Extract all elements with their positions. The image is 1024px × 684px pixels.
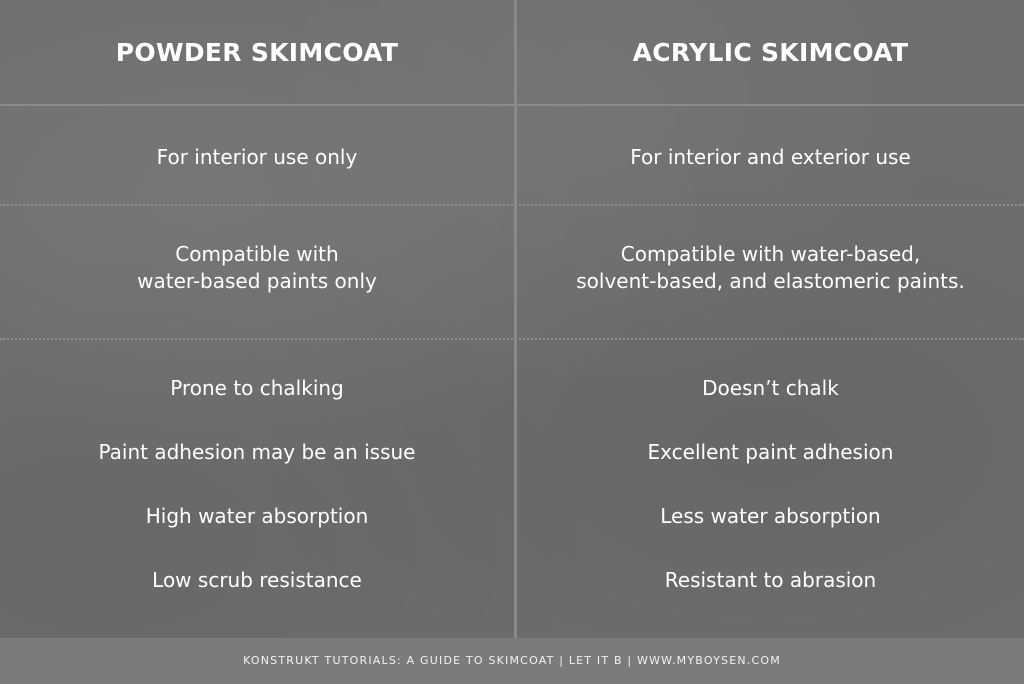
row2-right-line-2: solvent-based, and elastomeric paints. (576, 269, 965, 293)
list-item: Low scrub resistance (152, 568, 362, 592)
row2-left-line-2: water-based paints only (137, 269, 377, 293)
list-item: Prone to chalking (170, 376, 344, 400)
row3-left-list (0, 375, 514, 631)
row2-right-line-1: Compatible with water-based, (620, 242, 921, 266)
list-item: Resistant to abrasion (664, 568, 877, 592)
header-divider (0, 104, 1024, 106)
list-item: High water absorption (145, 504, 369, 528)
row1-left: For interior use only (156, 145, 358, 169)
row2-right (517, 241, 1024, 295)
list-item: Doesn’t chalk (702, 376, 839, 400)
header-powder-skimcoat: POWDER SKIMCOAT (115, 38, 399, 67)
row2-left-line-1: Compatible with (175, 242, 339, 266)
row-divider-2 (0, 338, 1024, 340)
list-item: Less water absorption (660, 504, 881, 528)
row2-left (0, 241, 514, 295)
header-acrylic-skimcoat: ACRYLIC SKIMCOAT (632, 38, 909, 67)
row1-right: For interior and exterior use (630, 145, 911, 169)
footer-credits: KONSTRUKT TUTORIALS: A GUIDE TO SKIMCOAT | LET IT B | WWW.MYBOYSEN.COM (0, 638, 1024, 684)
row-divider-1 (0, 204, 1024, 206)
list-item: Paint adhesion may be an issue (98, 440, 416, 464)
list-item: Excellent paint adhesion (647, 440, 894, 464)
row3-right-list (517, 375, 1024, 631)
